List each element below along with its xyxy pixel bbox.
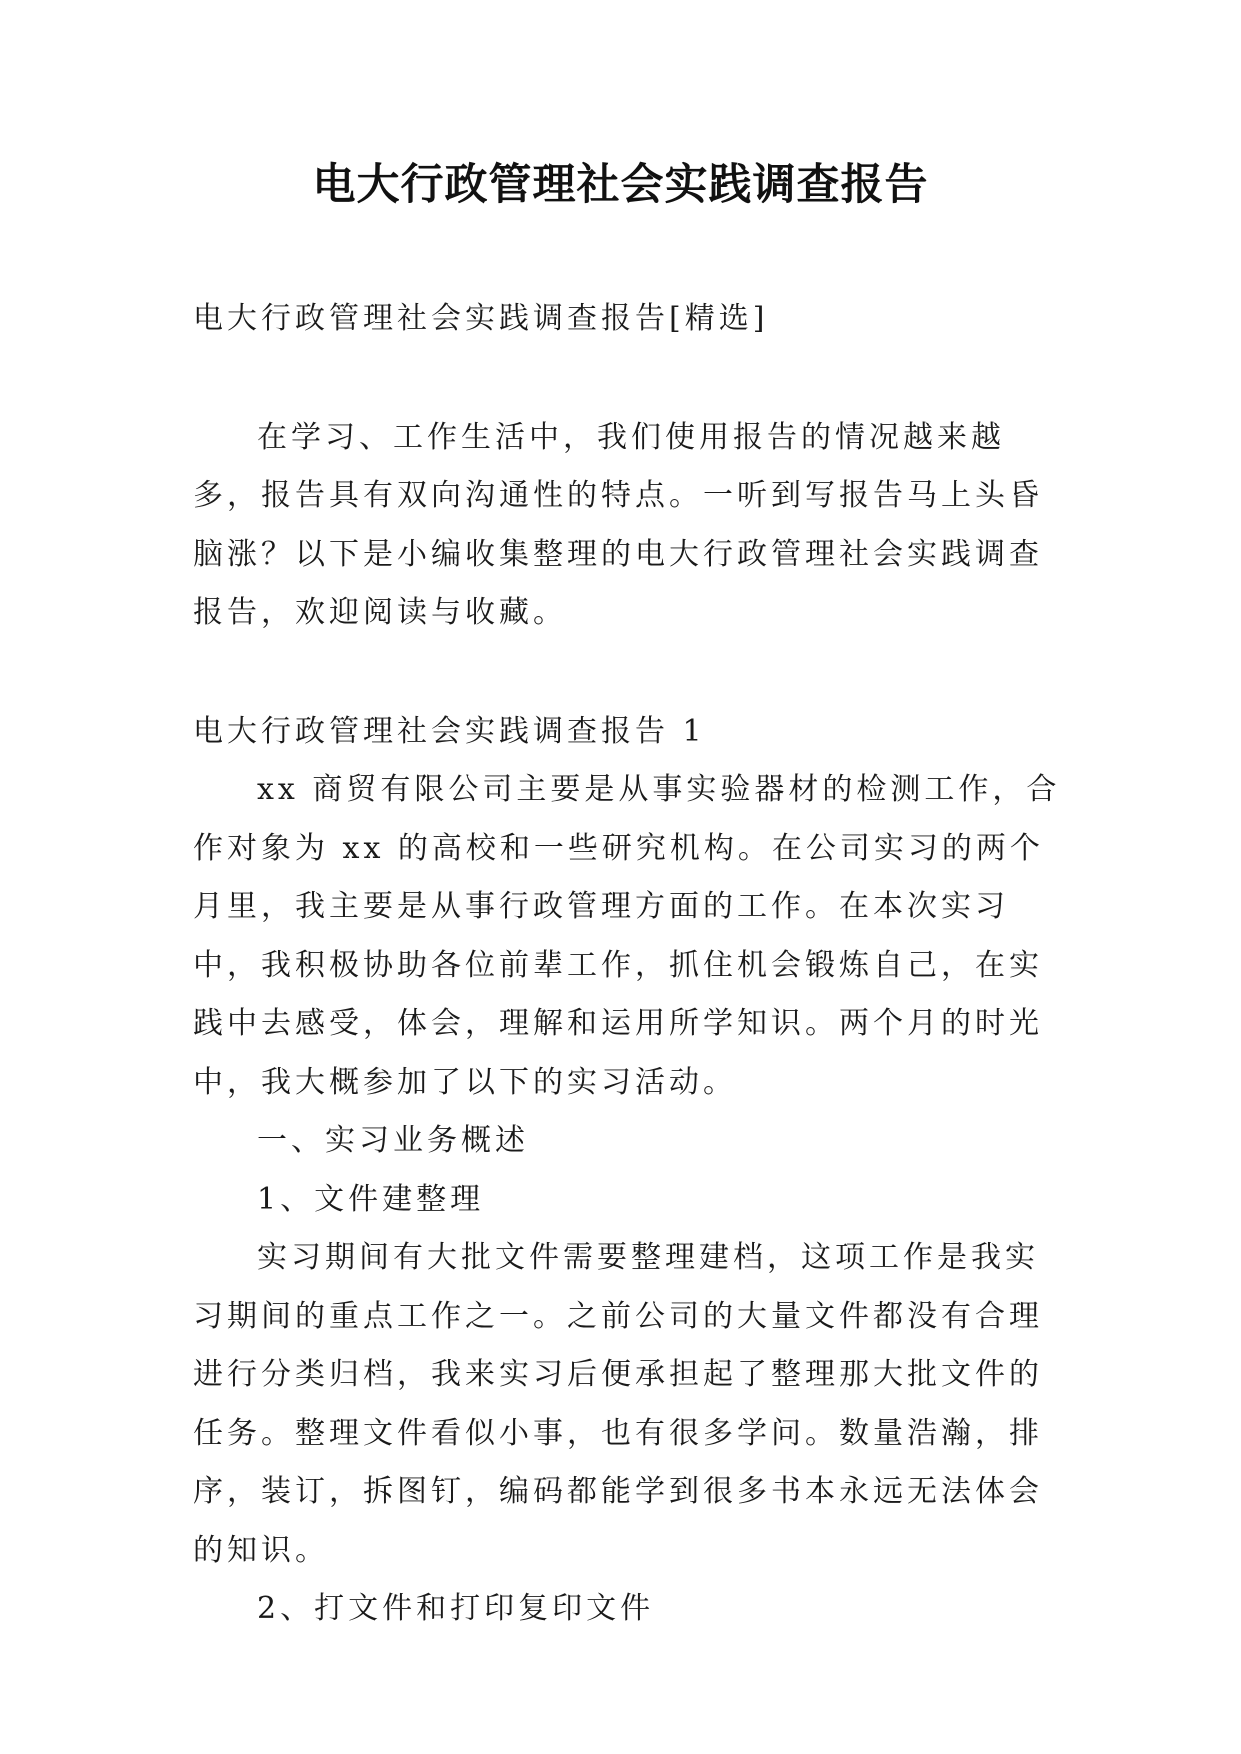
body-paragraph-1: xx 商贸有限公司主要是从事实验器材的检测工作，合作对象为 xx 的高校和一些研究机构。在公司实习的两个月里，我主要是从事行政管理方面的工作。在本次实习中，我积极协助各位前辈工作，抓住机会锻炼自己，在实践中去感受，体会，理解和运用所学知识。两个月的时光中，我大概参加了以下的实习活动。 <box>193 772 1061 1100</box>
document-subtitle: 电大行政管理社会实践调查报告[精选] <box>193 301 769 336</box>
intro-paragraph: 在学习、工作生活中，我们使用报告的情况越来越多，报告具有双向沟通性的特点。一听到写报告马上头昏脑涨？以下是小编收集整理的电大行政管理社会实践调查报告，欢迎阅读与收藏。 <box>193 419 1043 630</box>
section-heading: 电大行政管理社会实践调查报告 1 <box>193 713 706 749</box>
body-paragraph-2: 实习期间有大批文件需要整理建档，这项工作是我实习期间的重点工作之一。之前公司的大量文件都没有合理进行分类归档，我来实习后便承担起了整理那大批文件的任务。整理文件看似小事，也有很多学问。数量浩瀚，排序，装订，拆图钉，编码都能学到很多书本永远无法体会的知识。 <box>193 1240 1043 1568</box>
heading-file-organizing: 1、文件建整理 <box>257 1181 485 1217</box>
document-body <box>193 290 1063 1639</box>
document-title: 电大行政管理社会实践调查报告 <box>312 160 929 210</box>
heading-printing: 2、打文件和打印复印文件 <box>257 1591 655 1626</box>
heading-overview: 一、实习业务概述 <box>257 1123 529 1158</box>
